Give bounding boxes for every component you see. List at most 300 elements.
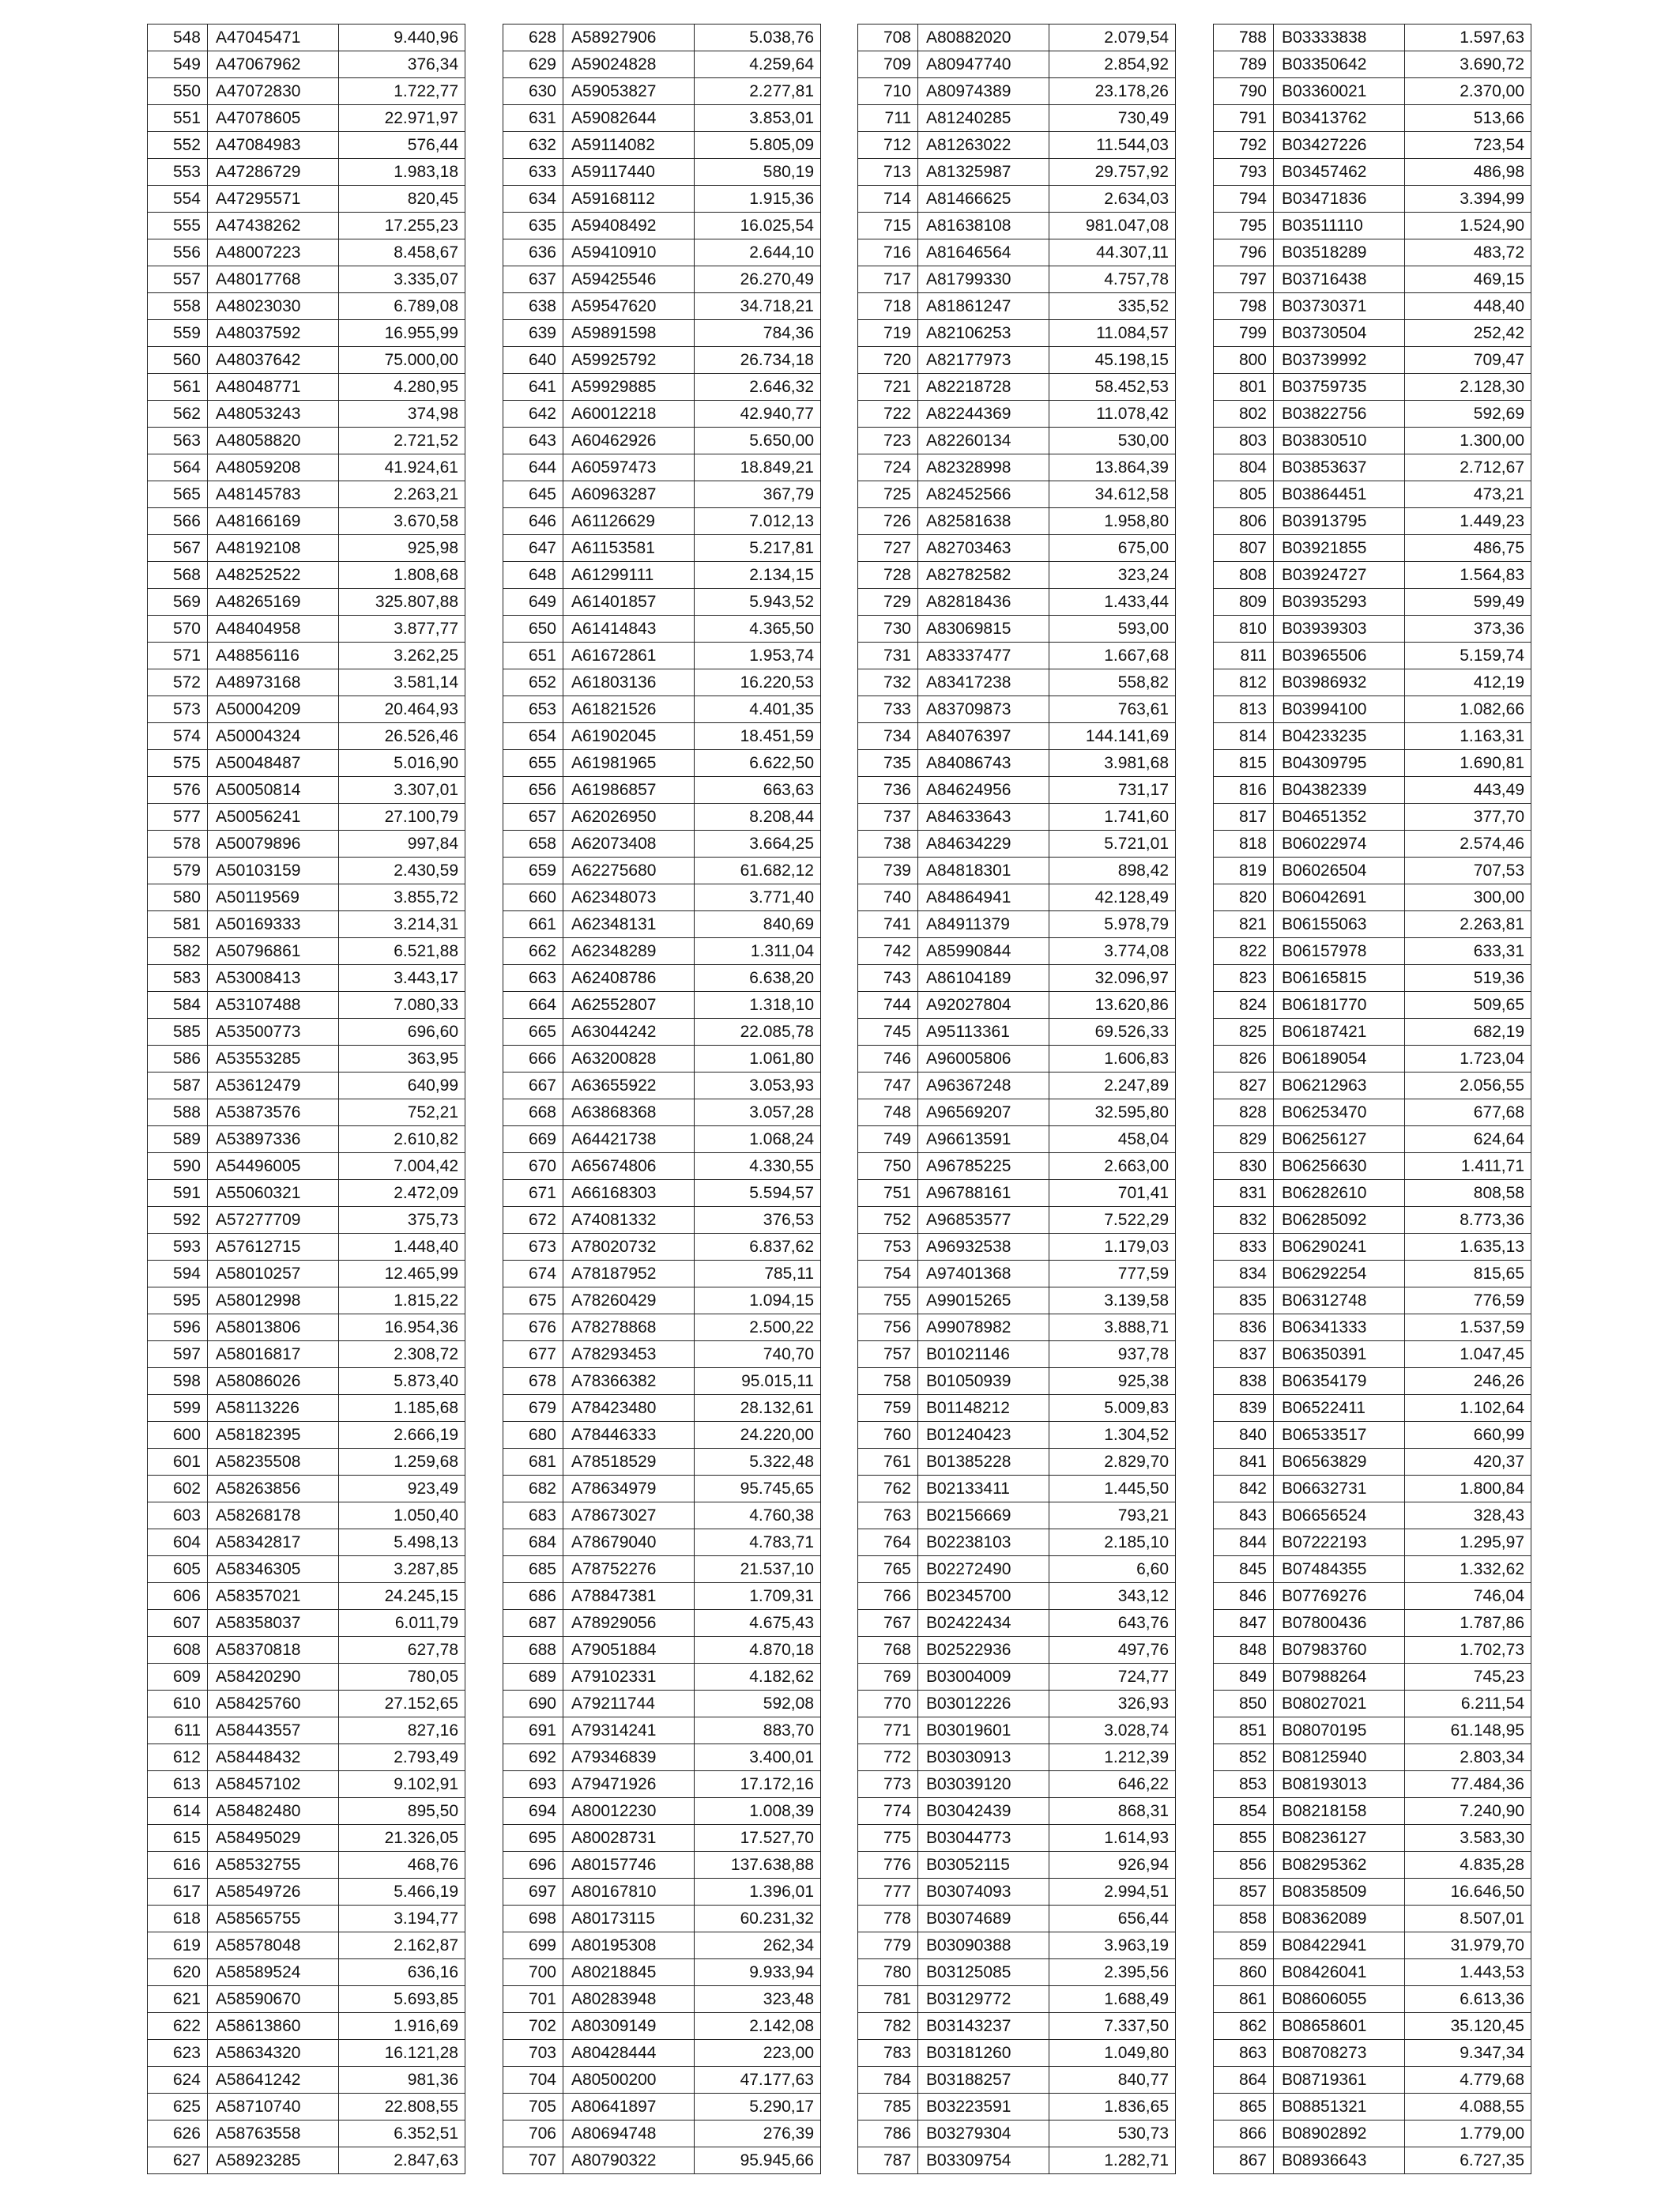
amount-cell: 412,19 xyxy=(1405,669,1531,696)
table-row xyxy=(503,78,821,105)
amount-cell: 77.484,36 xyxy=(1405,1771,1531,1798)
amount-cell: 2.994,51 xyxy=(1049,1879,1176,1906)
row-number-cell: 616 xyxy=(148,1852,208,1879)
row-number-cell: 822 xyxy=(1214,938,1274,965)
amount-cell: 1.295,97 xyxy=(1405,1529,1531,1556)
row-number-cell: 779 xyxy=(858,1932,918,1959)
record-code-cell: A96788161 xyxy=(918,1180,1049,1207)
amount-cell: 1.741,60 xyxy=(1049,804,1176,831)
table-row xyxy=(503,750,821,777)
table-row xyxy=(1214,1153,1531,1180)
row-number-cell: 776 xyxy=(858,1852,918,1879)
table-row xyxy=(858,1341,1176,1368)
row-number-cell: 768 xyxy=(858,1637,918,1664)
record-code-cell: A78752276 xyxy=(563,1556,695,1583)
row-number-cell: 670 xyxy=(503,1153,563,1180)
table-row xyxy=(148,1610,465,1637)
amount-cell: 58.452,53 xyxy=(1049,374,1176,401)
amount-cell: 34.612,58 xyxy=(1049,481,1176,508)
row-number-cell: 715 xyxy=(858,213,918,239)
row-number-cell: 615 xyxy=(148,1825,208,1852)
amount-cell: 580,19 xyxy=(695,159,821,186)
amount-cell: 1.318,10 xyxy=(695,992,821,1019)
record-code-cell: A48145783 xyxy=(208,481,339,508)
amount-cell: 3.214,31 xyxy=(339,911,465,938)
amount-cell: 592,08 xyxy=(695,1691,821,1717)
table-row xyxy=(858,51,1176,78)
row-number-cell: 634 xyxy=(503,186,563,213)
amount-cell: 95.015,11 xyxy=(695,1368,821,1395)
table-row xyxy=(503,1852,821,1879)
row-number-cell: 867 xyxy=(1214,2147,1274,2174)
amount-cell: 2.854,92 xyxy=(1049,51,1176,78)
record-code-cell: A84633643 xyxy=(918,804,1049,831)
row-number-cell: 846 xyxy=(1214,1583,1274,1610)
record-code-cell: A48265169 xyxy=(208,589,339,616)
record-code-cell: B06290241 xyxy=(1274,1234,1405,1261)
amount-cell: 2.644,10 xyxy=(695,239,821,266)
table-row xyxy=(148,1556,465,1583)
record-code-cell: B03129772 xyxy=(918,1986,1049,2013)
row-number-cell: 786 xyxy=(858,2120,918,2147)
amount-cell: 5.322,48 xyxy=(695,1449,821,1476)
amount-cell: 1.702,73 xyxy=(1405,1637,1531,1664)
record-code-cell: B03457462 xyxy=(1274,159,1405,186)
table-row xyxy=(1214,723,1531,750)
table-row xyxy=(503,938,821,965)
row-number-cell: 748 xyxy=(858,1099,918,1126)
record-code-cell: B08027021 xyxy=(1274,1691,1405,1717)
amount-cell: 32.096,97 xyxy=(1049,965,1176,992)
row-number-cell: 798 xyxy=(1214,293,1274,320)
table-row xyxy=(858,1664,1176,1691)
record-code-cell: A58010257 xyxy=(208,1261,339,1287)
table-row xyxy=(503,1959,821,1986)
row-number-cell: 589 xyxy=(148,1126,208,1153)
row-number-cell: 719 xyxy=(858,320,918,347)
record-code-cell: A78929056 xyxy=(563,1610,695,1637)
amount-cell: 5.016,90 xyxy=(339,750,465,777)
row-number-cell: 660 xyxy=(503,884,563,911)
amount-cell: 473,21 xyxy=(1405,481,1531,508)
amount-cell: 784,36 xyxy=(695,320,821,347)
table-row xyxy=(1214,401,1531,428)
row-number-cell: 734 xyxy=(858,723,918,750)
row-number-cell: 834 xyxy=(1214,1261,1274,1287)
row-number-cell: 692 xyxy=(503,1744,563,1771)
table-row xyxy=(858,1502,1176,1529)
row-number-cell: 569 xyxy=(148,589,208,616)
record-code-cell: A78278868 xyxy=(563,1314,695,1341)
amount-cell: 3.057,28 xyxy=(695,1099,821,1126)
table-row xyxy=(148,481,465,508)
row-number-cell: 697 xyxy=(503,1879,563,1906)
record-code-cell: B08708273 xyxy=(1274,2040,1405,2067)
row-number-cell: 844 xyxy=(1214,1529,1274,1556)
amount-cell: 3.394,99 xyxy=(1405,186,1531,213)
table-row xyxy=(1214,669,1531,696)
record-code-cell: A61803136 xyxy=(563,669,695,696)
table-row xyxy=(1214,132,1531,159)
amount-cell: 1.606,83 xyxy=(1049,1046,1176,1072)
amount-cell: 44.307,11 xyxy=(1049,239,1176,266)
amount-cell: 16.954,36 xyxy=(339,1314,465,1341)
row-number-cell: 699 xyxy=(503,1932,563,1959)
record-code-cell: B02156669 xyxy=(918,1502,1049,1529)
table-row xyxy=(858,858,1176,884)
amount-cell: 375,73 xyxy=(339,1207,465,1234)
record-code-cell: A78847381 xyxy=(563,1583,695,1610)
table-row xyxy=(858,1932,1176,1959)
amount-cell: 5.009,83 xyxy=(1049,1395,1176,1422)
amount-cell: 1.779,00 xyxy=(1405,2120,1531,2147)
record-code-cell: A83417238 xyxy=(918,669,1049,696)
table-row xyxy=(503,1234,821,1261)
record-code-cell: B03935293 xyxy=(1274,589,1405,616)
record-code-cell: A58641242 xyxy=(208,2067,339,2094)
table-row xyxy=(148,1959,465,1986)
row-number-cell: 663 xyxy=(503,965,563,992)
record-code-cell: A48048771 xyxy=(208,374,339,401)
table-row xyxy=(148,1341,465,1368)
amount-cell: 1.047,45 xyxy=(1405,1341,1531,1368)
row-number-cell: 662 xyxy=(503,938,563,965)
amount-cell: 325.807,88 xyxy=(339,589,465,616)
record-code-cell: A53897336 xyxy=(208,1126,339,1153)
table-row xyxy=(858,1771,1176,1798)
table-row xyxy=(858,1153,1176,1180)
amount-cell: 707,53 xyxy=(1405,858,1531,884)
table-row xyxy=(148,562,465,589)
record-code-cell: A81263022 xyxy=(918,132,1049,159)
record-code-cell: A59925792 xyxy=(563,347,695,374)
row-number-cell: 612 xyxy=(148,1744,208,1771)
row-number-cell: 548 xyxy=(148,25,208,51)
amount-cell: 3.287,85 xyxy=(339,1556,465,1583)
record-code-cell: A61414843 xyxy=(563,616,695,643)
table-row xyxy=(503,616,821,643)
amount-cell: 820,45 xyxy=(339,186,465,213)
row-number-cell: 852 xyxy=(1214,1744,1274,1771)
row-number-cell: 795 xyxy=(1214,213,1274,239)
amount-cell: 724,77 xyxy=(1049,1664,1176,1691)
record-code-cell: B01385228 xyxy=(918,1449,1049,1476)
record-code-cell: A80882020 xyxy=(918,25,1049,51)
record-code-cell: A59114082 xyxy=(563,132,695,159)
table-row xyxy=(1214,213,1531,239)
row-number-cell: 597 xyxy=(148,1341,208,1368)
amount-cell: 2.634,03 xyxy=(1049,186,1176,213)
record-code-cell: A58634320 xyxy=(208,2040,339,2067)
record-code-cell: A81638108 xyxy=(918,213,1049,239)
table-row xyxy=(858,159,1176,186)
table-row xyxy=(148,2120,465,2147)
amount-cell: 2.430,59 xyxy=(339,858,465,884)
row-number-cell: 818 xyxy=(1214,831,1274,858)
row-number-cell: 848 xyxy=(1214,1637,1274,1664)
row-number-cell: 551 xyxy=(148,105,208,132)
amount-cell: 5.217,81 xyxy=(695,535,821,562)
row-number-cell: 738 xyxy=(858,831,918,858)
amount-cell: 752,21 xyxy=(339,1099,465,1126)
record-code-cell: A50119569 xyxy=(208,884,339,911)
amount-cell: 923,49 xyxy=(339,1476,465,1502)
amount-cell: 1.082,66 xyxy=(1405,696,1531,723)
record-code-cell: B03181260 xyxy=(918,2040,1049,2067)
amount-cell: 497,76 xyxy=(1049,1637,1176,1664)
row-number-cell: 716 xyxy=(858,239,918,266)
record-code-cell: A80028731 xyxy=(563,1825,695,1852)
table-row xyxy=(858,1234,1176,1261)
amount-cell: 373,36 xyxy=(1405,616,1531,643)
row-number-cell: 812 xyxy=(1214,669,1274,696)
amount-cell: 35.120,45 xyxy=(1405,2013,1531,2040)
record-code-cell: A59082644 xyxy=(563,105,695,132)
table-row xyxy=(148,25,465,51)
amount-cell: 1.304,52 xyxy=(1049,1422,1176,1449)
amount-cell: 4.401,35 xyxy=(695,696,821,723)
table-row xyxy=(858,1368,1176,1395)
amount-cell: 4.783,71 xyxy=(695,1529,821,1556)
row-number-cell: 591 xyxy=(148,1180,208,1207)
table-row xyxy=(503,1771,821,1798)
record-code-cell: A81646564 xyxy=(918,239,1049,266)
row-number-cell: 857 xyxy=(1214,1879,1274,1906)
record-code-cell: B07800436 xyxy=(1274,1610,1405,1637)
amount-cell: 9.347,34 xyxy=(1405,2040,1531,2067)
record-code-cell: B04382339 xyxy=(1274,777,1405,804)
record-code-cell: A58927906 xyxy=(563,25,695,51)
amount-cell: 326,93 xyxy=(1049,1691,1176,1717)
row-number-cell: 820 xyxy=(1214,884,1274,911)
record-code-cell: B08218158 xyxy=(1274,1798,1405,1825)
table-row xyxy=(503,401,821,428)
row-number-cell: 687 xyxy=(503,1610,563,1637)
table-row xyxy=(148,1368,465,1395)
row-number-cell: 562 xyxy=(148,401,208,428)
table-row xyxy=(503,1906,821,1932)
table-row xyxy=(858,2120,1176,2147)
table-row xyxy=(148,401,465,428)
table-row xyxy=(503,1798,821,1825)
amount-cell: 468,76 xyxy=(339,1852,465,1879)
table-row xyxy=(1214,2067,1531,2094)
amount-cell: 2.263,81 xyxy=(1405,911,1531,938)
row-number-cell: 745 xyxy=(858,1019,918,1046)
table-row xyxy=(858,965,1176,992)
table-row xyxy=(1214,1986,1531,2013)
table-row xyxy=(858,1207,1176,1234)
record-code-cell: A47084983 xyxy=(208,132,339,159)
amount-cell: 42.940,77 xyxy=(695,401,821,428)
amount-cell: 6.638,20 xyxy=(695,965,821,992)
table-row xyxy=(148,643,465,669)
record-code-cell: B03759735 xyxy=(1274,374,1405,401)
table-row xyxy=(1214,1314,1531,1341)
row-number-cell: 618 xyxy=(148,1906,208,1932)
table-row xyxy=(858,1019,1176,1046)
amount-cell: 1.808,68 xyxy=(339,562,465,589)
table-row xyxy=(148,1314,465,1341)
record-code-cell: B06533517 xyxy=(1274,1422,1405,1449)
table-row xyxy=(858,616,1176,643)
amount-cell: 95.945,66 xyxy=(695,2147,821,2174)
table-row xyxy=(858,320,1176,347)
row-number-cell: 777 xyxy=(858,1879,918,1906)
amount-cell: 2.079,54 xyxy=(1049,25,1176,51)
amount-cell: 1.722,77 xyxy=(339,78,465,105)
row-number-cell: 766 xyxy=(858,1583,918,1610)
table-row xyxy=(148,1717,465,1744)
row-number-cell: 564 xyxy=(148,454,208,481)
row-number-cell: 601 xyxy=(148,1449,208,1476)
amount-cell: 1.433,44 xyxy=(1049,589,1176,616)
amount-cell: 300,00 xyxy=(1405,884,1531,911)
table-row xyxy=(503,1744,821,1771)
table-row xyxy=(858,1986,1176,2013)
table-row xyxy=(148,1476,465,1502)
record-code-cell: A82106253 xyxy=(918,320,1049,347)
amount-cell: 675,00 xyxy=(1049,535,1176,562)
row-number-cell: 767 xyxy=(858,1610,918,1637)
amount-cell: 1.445,50 xyxy=(1049,1476,1176,1502)
table-row xyxy=(503,2094,821,2120)
row-number-cell: 722 xyxy=(858,401,918,428)
record-code-cell: A58923285 xyxy=(208,2147,339,2174)
amount-cell: 682,19 xyxy=(1405,1019,1531,1046)
table-row xyxy=(503,105,821,132)
row-number-cell: 584 xyxy=(148,992,208,1019)
table-row xyxy=(858,1314,1176,1341)
row-number-cell: 646 xyxy=(503,508,563,535)
amount-cell: 95.745,65 xyxy=(695,1476,821,1502)
table-row xyxy=(858,1798,1176,1825)
table-row xyxy=(503,1153,821,1180)
record-code-cell: A99015265 xyxy=(918,1287,1049,1314)
row-number-cell: 778 xyxy=(858,1906,918,1932)
table-row xyxy=(503,1126,821,1153)
table-row xyxy=(148,2040,465,2067)
amount-cell: 24.220,00 xyxy=(695,1422,821,1449)
row-number-cell: 763 xyxy=(858,1502,918,1529)
table-row xyxy=(1214,1019,1531,1046)
table-row xyxy=(1214,1664,1531,1691)
amount-cell: 22.085,78 xyxy=(695,1019,821,1046)
row-number-cell: 553 xyxy=(148,159,208,186)
row-number-cell: 683 xyxy=(503,1502,563,1529)
table-row xyxy=(503,884,821,911)
amount-cell: 2.308,72 xyxy=(339,1341,465,1368)
amount-cell: 1.411,71 xyxy=(1405,1153,1531,1180)
amount-cell: 3.877,77 xyxy=(339,616,465,643)
record-code-cell: A83337477 xyxy=(918,643,1049,669)
amount-cell: 3.443,17 xyxy=(339,965,465,992)
record-code-cell: A78260429 xyxy=(563,1287,695,1314)
record-code-cell: B03360021 xyxy=(1274,78,1405,105)
record-code-cell: A61672861 xyxy=(563,643,695,669)
record-code-cell: A66168303 xyxy=(563,1180,695,1207)
amount-cell: 731,17 xyxy=(1049,777,1176,804)
row-number-cell: 740 xyxy=(858,884,918,911)
record-code-cell: B03309754 xyxy=(918,2147,1049,2174)
row-number-cell: 845 xyxy=(1214,1556,1274,1583)
amount-cell: 2.663,00 xyxy=(1049,1153,1176,1180)
row-number-cell: 803 xyxy=(1214,428,1274,454)
table-row xyxy=(503,696,821,723)
amount-cell: 808,58 xyxy=(1405,1180,1531,1207)
record-code-cell: B01050939 xyxy=(918,1368,1049,1395)
amount-cell: 519,36 xyxy=(1405,965,1531,992)
amount-cell: 840,69 xyxy=(695,911,821,938)
amount-cell: 3.853,01 xyxy=(695,105,821,132)
record-code-cell: A61401857 xyxy=(563,589,695,616)
record-code-cell: B06341333 xyxy=(1274,1314,1405,1341)
table-row xyxy=(503,1664,821,1691)
table-row xyxy=(1214,320,1531,347)
record-code-cell: A96569207 xyxy=(918,1099,1049,1126)
amount-cell: 723,54 xyxy=(1405,132,1531,159)
row-number-cell: 686 xyxy=(503,1583,563,1610)
amount-cell: 24.245,15 xyxy=(339,1583,465,1610)
record-code-cell: A82782582 xyxy=(918,562,1049,589)
table-row xyxy=(1214,1422,1531,1449)
record-code-cell: B08362089 xyxy=(1274,1906,1405,1932)
table-row xyxy=(858,374,1176,401)
row-number-cell: 587 xyxy=(148,1072,208,1099)
row-number-cell: 866 xyxy=(1214,2120,1274,2147)
amount-cell: 29.757,92 xyxy=(1049,159,1176,186)
table-row xyxy=(148,965,465,992)
row-number-cell: 661 xyxy=(503,911,563,938)
table-row xyxy=(1214,1771,1531,1798)
amount-cell: 4.757,78 xyxy=(1049,266,1176,293)
row-number-cell: 788 xyxy=(1214,25,1274,51)
row-number-cell: 739 xyxy=(858,858,918,884)
amount-cell: 343,12 xyxy=(1049,1583,1176,1610)
table-row xyxy=(858,696,1176,723)
record-code-cell: A47438262 xyxy=(208,213,339,239)
record-code-cell: A81325987 xyxy=(918,159,1049,186)
record-code-cell: A62026950 xyxy=(563,804,695,831)
row-number-cell: 645 xyxy=(503,481,563,508)
amount-cell: 2.395,56 xyxy=(1049,1959,1176,1986)
table-row xyxy=(858,213,1176,239)
table-row xyxy=(1214,1717,1531,1744)
record-code-cell: B07988264 xyxy=(1274,1664,1405,1691)
record-code-cell: B08719361 xyxy=(1274,2067,1405,2094)
row-number-cell: 636 xyxy=(503,239,563,266)
record-code-cell: A50004324 xyxy=(208,723,339,750)
table-row xyxy=(1214,1879,1531,1906)
row-number-cell: 765 xyxy=(858,1556,918,1583)
amount-cell: 144.141,69 xyxy=(1049,723,1176,750)
record-code-cell: A65674806 xyxy=(563,1153,695,1180)
table-row xyxy=(148,1664,465,1691)
amount-cell: 3.053,93 xyxy=(695,1072,821,1099)
amount-cell: 328,43 xyxy=(1405,1502,1531,1529)
row-number-cell: 805 xyxy=(1214,481,1274,508)
amount-cell: 11.084,57 xyxy=(1049,320,1176,347)
amount-cell: 443,49 xyxy=(1405,777,1531,804)
table-row xyxy=(503,1610,821,1637)
table-row xyxy=(858,750,1176,777)
record-code-cell: A48166169 xyxy=(208,508,339,535)
amount-cell: 7.240,90 xyxy=(1405,1798,1531,1825)
amount-cell: 5.873,40 xyxy=(339,1368,465,1395)
amount-cell: 593,00 xyxy=(1049,616,1176,643)
row-number-cell: 677 xyxy=(503,1341,563,1368)
table-row xyxy=(503,1449,821,1476)
